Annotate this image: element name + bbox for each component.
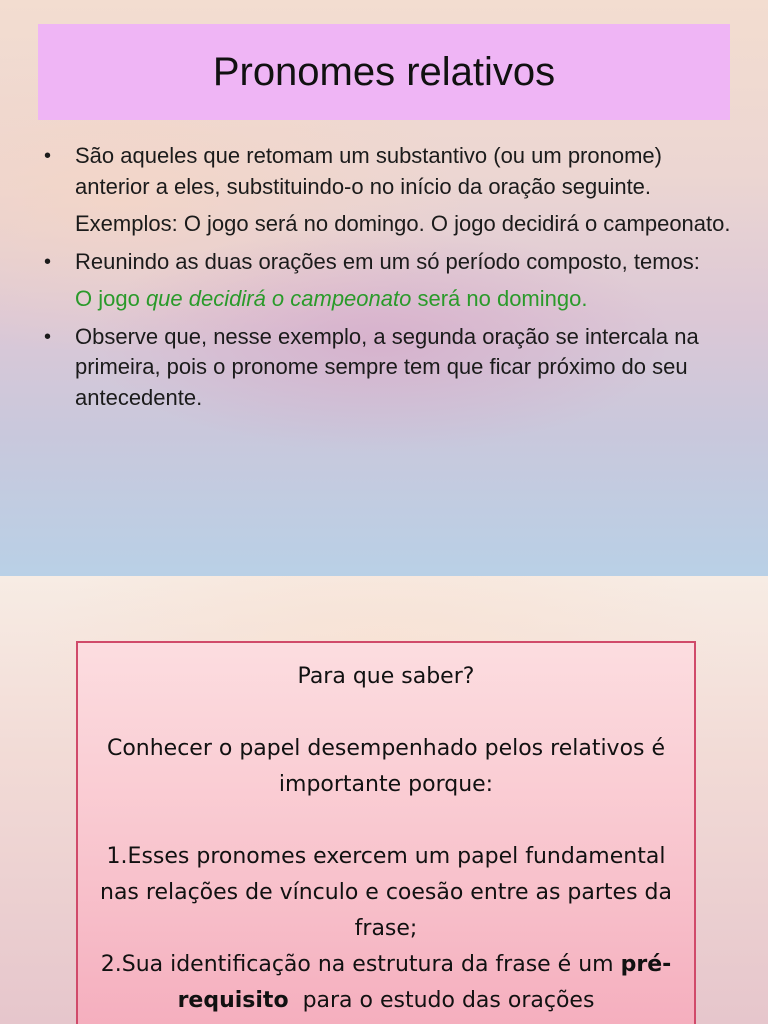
- bullet-text-2: Reunindo as duas orações em um só período composto, temos:: [75, 248, 700, 274]
- slide-2: [0, 576, 768, 1024]
- example-end: será no domingo.: [411, 286, 588, 311]
- example-sentence: [44, 284, 734, 315]
- point-2-start: 2.Sua identificação na estrutura da frase é um: [100, 952, 621, 977]
- examples-text: Exemplos: O jogo será no domingo. O jogo decidirá o campeonato.: [75, 211, 731, 236]
- point-2-bold: pré-requisito: [177, 952, 672, 1013]
- point-2-end: para o estudo das orações: [288, 988, 595, 1013]
- bullet-icon: •: [44, 250, 52, 273]
- bullet-item-2: [44, 247, 734, 278]
- point-2-text: [78, 947, 694, 1019]
- intro-text: Conhecer o papel desempenhado pelos relativos é importante porque:: [106, 736, 666, 797]
- example-relative-clause: que decidirá o campeonato: [145, 286, 412, 311]
- bullet-text-1: São aqueles que retomam um substantivo (ou um pronome) anterior a eles, substituindo-o no início da oração seguinte.: [75, 143, 662, 199]
- slide-title: Pronomes relativos: [212, 49, 556, 94]
- bullet-item-1: [44, 141, 734, 202]
- question-text: Para que saber?: [297, 664, 475, 689]
- bullet-text-3: Observe que, nesse exemplo, a segunda oração se intercala na primeira, pois o pronome sempre tem que ficar próximo do seu antecedente.: [75, 323, 699, 410]
- title-box: [38, 24, 730, 120]
- info-box-text: [78, 659, 694, 1019]
- point-1-text: 1.Esses pronomes exercem um papel fundamental nas relações de vínculo e coesão entre as partes da frase;: [100, 844, 672, 941]
- bullet-icon: •: [44, 145, 52, 167]
- info-box: [76, 641, 696, 1024]
- slide-1-content: [44, 141, 734, 413]
- bullet-icon: •: [44, 325, 52, 348]
- example-start: O jogo: [75, 286, 146, 311]
- bullet-item-3: [44, 322, 734, 414]
